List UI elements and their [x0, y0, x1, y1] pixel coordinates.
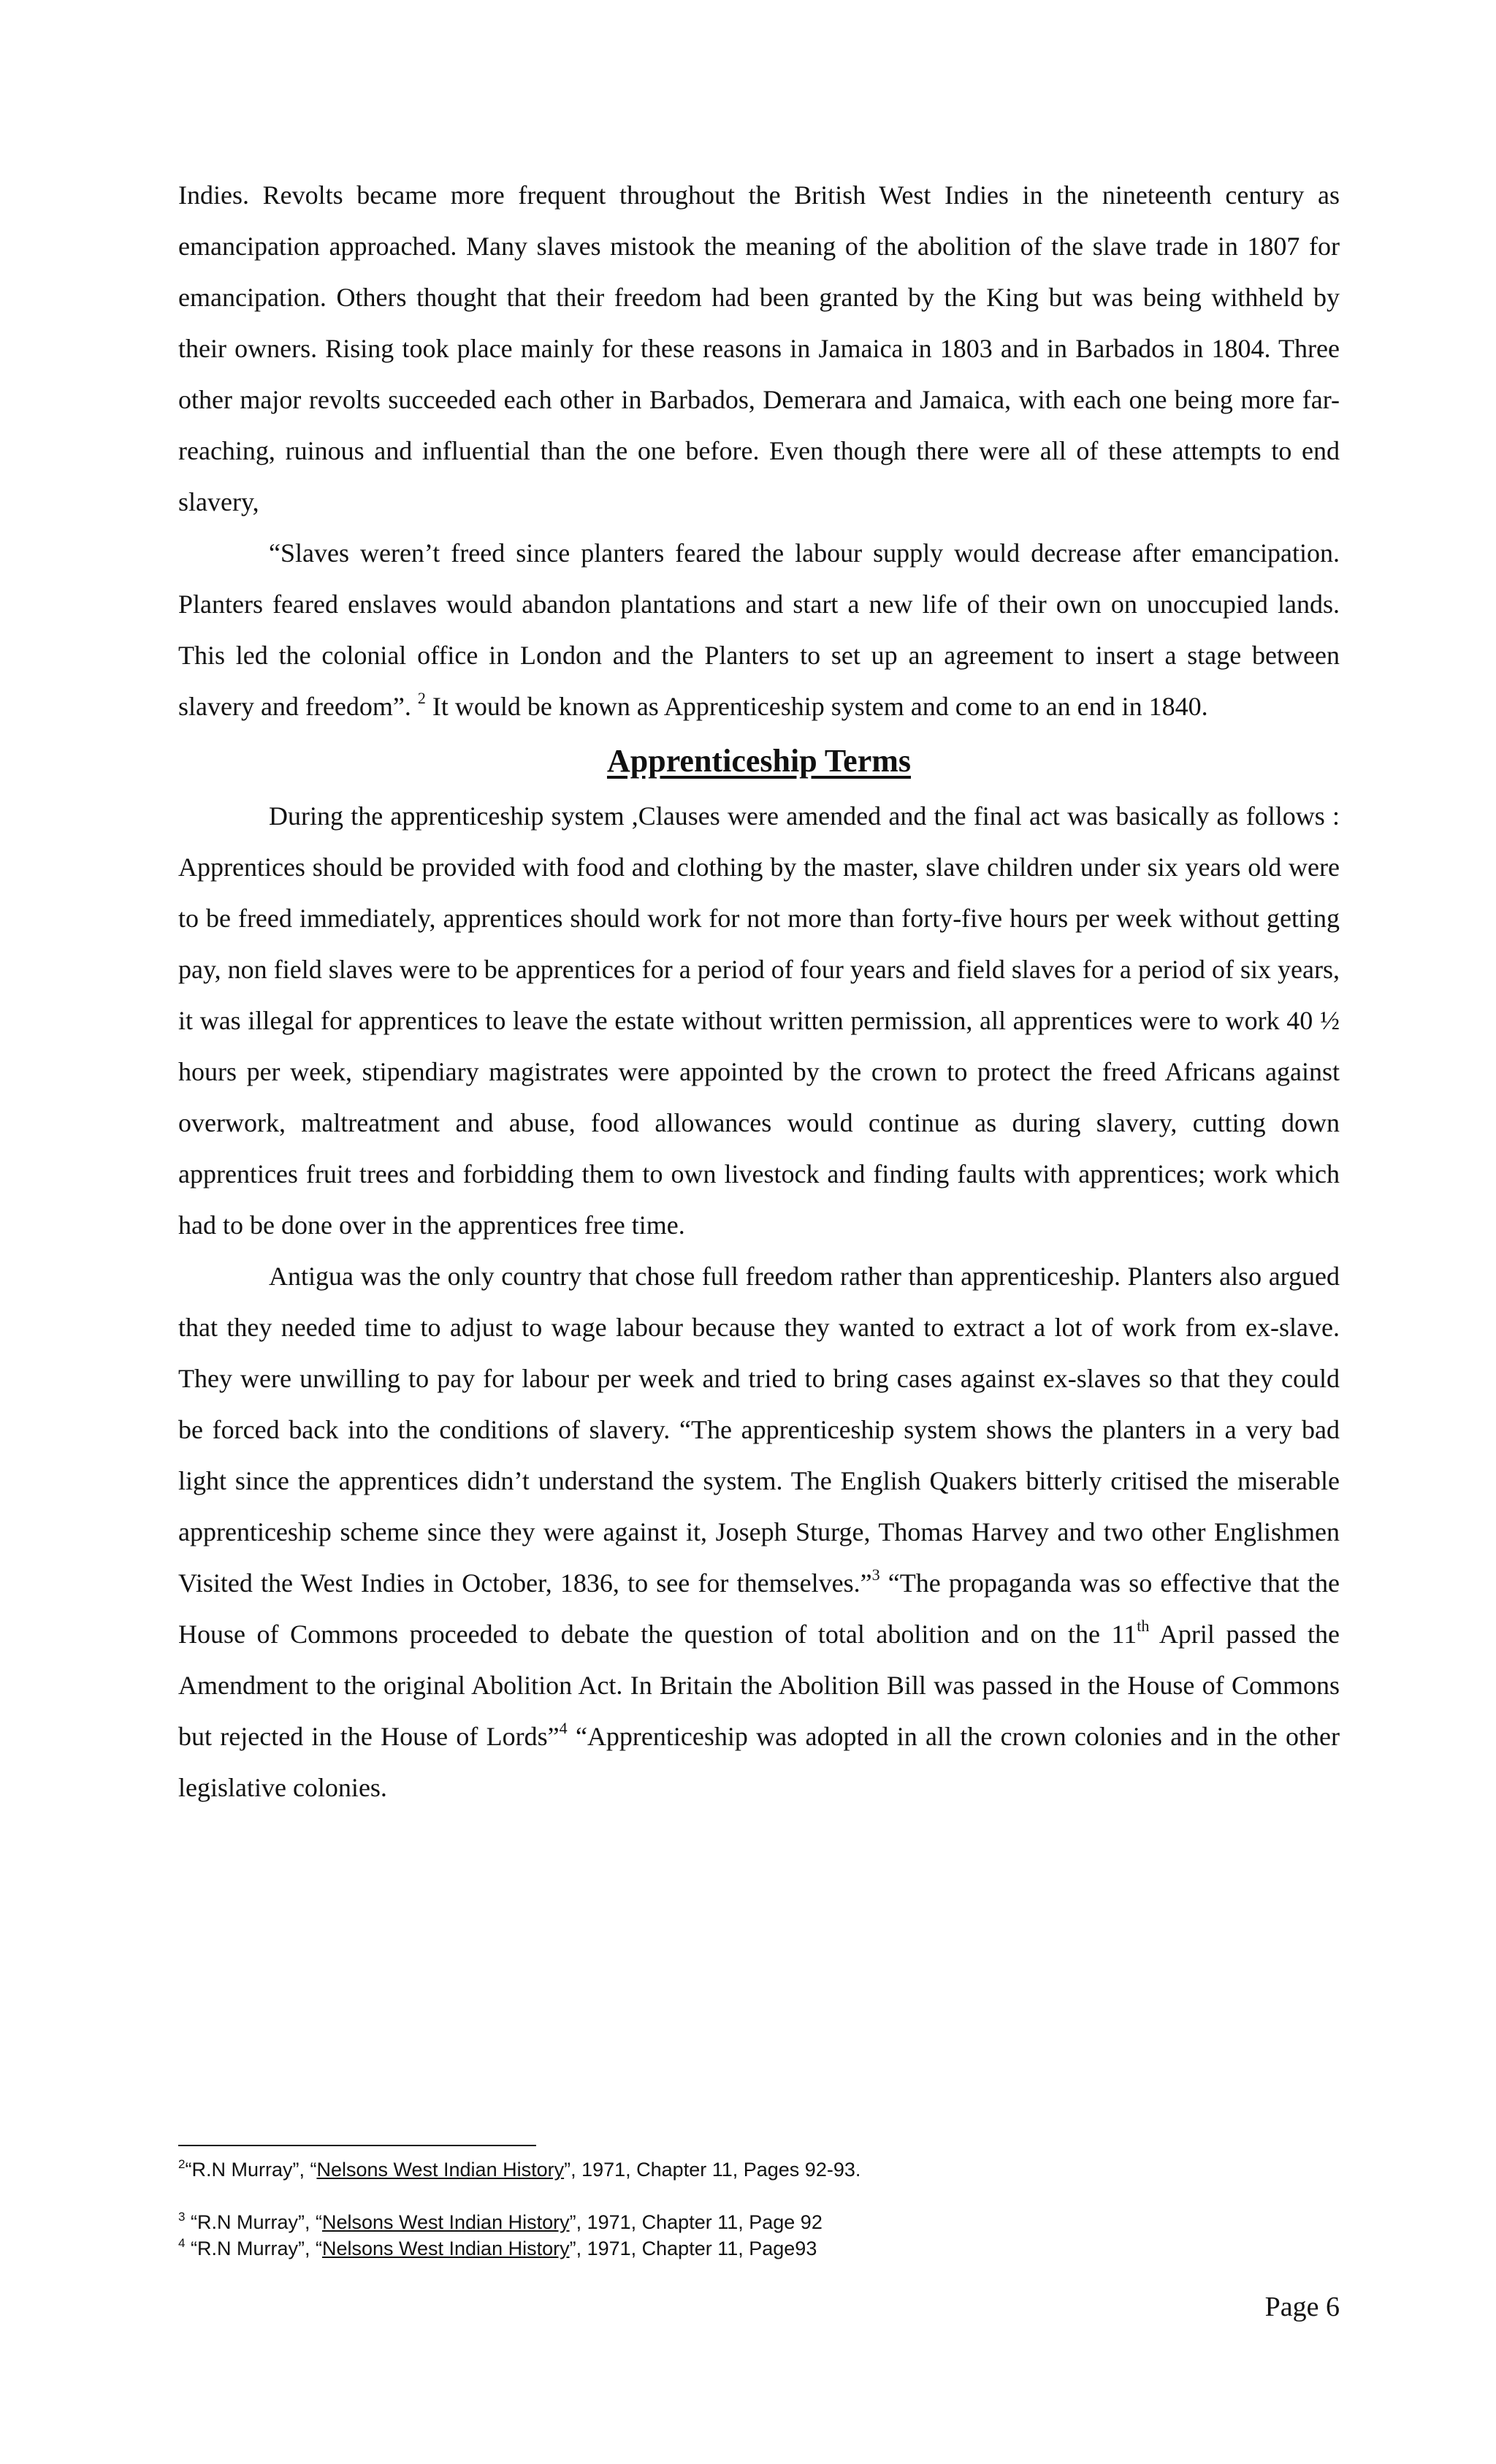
quote-text: “Slaves weren’t freed since planters feared the labour supply would decrease after emancipation. Planters feared enslaves would abandon plantations and start a new life of their own on unoccupied lands. This led the colonial office in London and the Planters to set up an agreement to insert a stage between slavery and freedom”. — [178, 538, 1340, 721]
colonies-text: “Apprenticeship was adopted in all the crown colonies and in the other legislative colonies. — [178, 1722, 1340, 1802]
footnote-3 — [178, 2209, 1340, 2235]
footnote-number: 2 — [178, 2157, 186, 2171]
amendment-text: April passed the Amendment to the original Abolition Act. In Britain the Abolition Bill was passed in the House of Commons but rejected in the House of Lords” — [178, 1620, 1340, 1751]
ordinal-suffix: th — [1137, 1617, 1150, 1635]
paragraph-apprenticeship-terms: During the apprenticeship system ,Clauses were amended and the final act was basically as follows : Apprentices should be provided with food and clothing by the master, slave children under six years old were to be freed immediately, apprentices should work for not more than forty-five hours per week without getting pay, non field slaves were to be apprentices for a period of four years and field slaves for a period of six years, it was illegal for apprentices to leave the estate without written permission, all apprentices were to work 40 ½ hours per week, stipendiary magistrates were appointed by the crown to protect the freed Africans against overwork, maltreatment and abuse, food allowances would continue as during slavery, cutting down apprentices fruit trees and forbidding them to own livestock and finding faults with apprentices; work which had to be done over in the apprentices free time. — [178, 801, 1340, 1240]
footnote-author: “R.N Murray”, “ — [185, 2159, 317, 2181]
antigua-text: Antigua was the only country that chose full freedom rather than apprenticeship. Planters also argued that they needed time to adjust to wage labour because they wanted to extract a lot of work from ex-slave. They were unwilling to pay for labour per week and tried to bring cases against ex-slaves so that they could be forced back into the conditions of slavery. “The apprenticeship system shows the planters in a very bad light since the apprentices didn’t understand the system. The English Quakers bitterly critised the miserable apprenticeship scheme since they were against it, Joseph Sturge, Thomas Harvey and two other Englishmen Visited the West Indies in October, 1836, to see for themselves.” — [178, 1262, 1340, 1598]
footnote-author: “R.N Murray”, “ — [185, 2238, 322, 2259]
paragraph-revolts: Indies. Revolts became more frequent throughout the British West Indies in the nineteenth century as emancipation approached. Many slaves mistook the meaning of the abolition of the slave trade in 1807 for emancipation. Others thought that their freedom had been granted by the King but was being withheld by their owners. Rising took place mainly for these reasons in Jamaica in 1803 and in Barbados in 1804. Three other major revolts succeeded each other in Barbados, Demerara and Jamaica, with each one being more far-reaching, ruinous and influential than the one before. Even though there were all of these attempts to end slavery, — [178, 180, 1340, 516]
footnote-details: ”, 1971, Chapter 11, Page 92 — [569, 2211, 823, 2233]
footnote-number: 4 — [178, 2236, 186, 2250]
footnote-author: “R.N Murray”, “ — [185, 2211, 322, 2233]
section-heading: Apprenticeship Terms — [606, 743, 912, 779]
footnote-title: Nelsons West Indian History — [316, 2159, 565, 2181]
paragraph-quote-planters — [178, 527, 1340, 732]
footnote-details: ”, 1971, Chapter 11, Page93 — [569, 2238, 817, 2259]
footnote-number: 3 — [178, 2210, 186, 2224]
footnote-2 — [178, 2156, 1340, 2183]
quote-followup: It would be known as Apprenticeship system and come to an end in 1840. — [425, 692, 1208, 721]
body-text — [178, 169, 1340, 1813]
footnote-separator — [178, 2145, 536, 2146]
page-number: Page 6 — [1264, 2292, 1340, 2322]
footnote-4 — [178, 2235, 1340, 2262]
propaganda-text: “The propaganda was so effective that the House of Commons proceeded to debate the question of total abolition and on the 11 — [178, 1568, 1340, 1649]
footnote-ref-4[interactable]: 4 — [559, 1719, 568, 1737]
footnotes — [178, 2156, 1340, 2262]
footnote-title: Nelsons West Indian History — [321, 2238, 570, 2259]
footnote-ref-3[interactable]: 3 — [871, 1565, 880, 1584]
paragraph-antigua — [178, 1251, 1340, 1813]
footnote-ref-2[interactable]: 2 — [417, 689, 426, 707]
footnote-title: Nelsons West Indian History — [321, 2211, 570, 2233]
footnote-details: ”, 1971, Chapter 11, Pages 92-93. — [564, 2159, 861, 2181]
